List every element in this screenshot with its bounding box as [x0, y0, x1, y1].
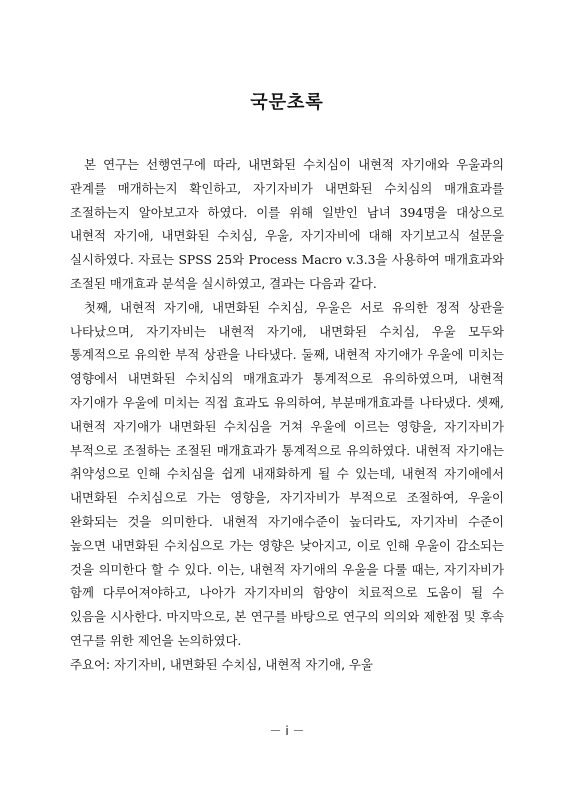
- page-number: － i －: [269, 724, 305, 738]
- abstract-title: 국문초록: [250, 92, 324, 113]
- abstract-paragraph-1: 본 연구는 선행연구에 따라, 내면화된 수치심이 내현적 자기애와 우울과의 관계를 매개하는지 확인하고, 자기자비가 내면화된 수치심의 매개효과를 조절하는지 알아보고자 하였다. 이를 위해 일반인 남녀 394명을 대상으로 내현적 자기애, 내면화된 수치심, 우울, 자기자비에 대해 자기보고식 설문을 실시하였다. 자료는 SPSS 25와 Process Macro v.3.3을 사용하여 매개효과와 조절된 매개효과 분석을 실시하였고, 결과는 다음과 같다.: [70, 157, 504, 291]
- keywords-line: 주요어: 자기자비, 내면화된 수치심, 내현적 자기애, 우울: [70, 656, 373, 672]
- abstract-body: [70, 153, 504, 677]
- abstract-paragraph-2: 첫째, 내현적 자기애, 내면화된 수치심, 우울은 서로 유의한 정적 상관을 나타났으며, 자기자비는 내현적 자기애, 내면화된 수치심, 우울 모두와 통계적으로 유의한 부적 상관을 나타냈다. 둘째, 내현적 자기애가 우울에 미치는 영향에서 내면화된 수치심의 매개효과가 통계적으로 유의하였으며, 내현적 자기애가 우울에 미치는 직접 효과도 유의하여, 부분매개효과를 나타냈다. 셋째, 내현적 자기애가 내면화된 수치심을 거쳐 우울에 이르는 영향을, 자기자비가 부적으로 조절하는 조절된 매개효과가 통계적으로 유의하였다. 내현적 자기애는 취약성으로 인해 수치심을 쉽게 내재화하게 될 수 있는데, 내현적 자기애에서 내면화된 수치심으로 가는 영향을, 자기자비가 부적으로 조절하여, 우울이 완화되는 것을 의미한다. 내현적 자기애수준이 높더라도, 자기자비 수준이 높으면 내면화된 수치심으로 가는 영향은 낮아지고, 이로 인해 우울이 감소되는 것을 의미한다 할 수 있다. 이는, 내현적 자기애의 우울을 다룰 때는, 자기자비가 함께 다루어져야하고, 나아가 자기자비의 함양이 치료적으로 도움이 될 수 있음을 시사한다. 마지막으로, 본 연구를 바탕으로 연구의 의의와 제한점 및 후속 연구를 위한 제언을 논의하였다.: [70, 299, 504, 648]
